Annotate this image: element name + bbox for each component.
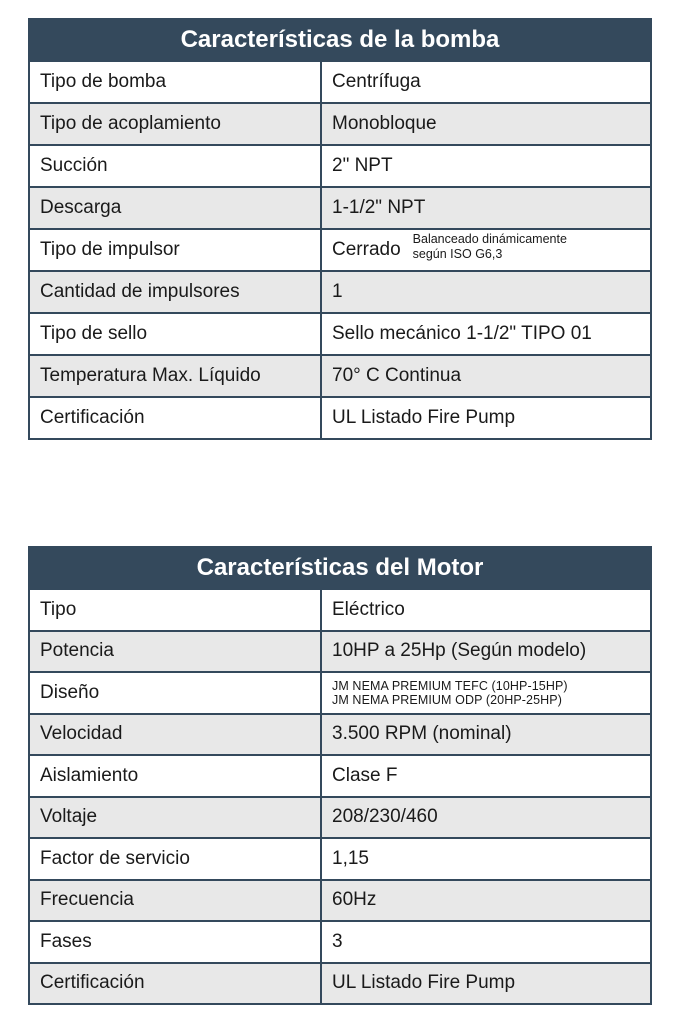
spec-label: Tipo de bomba bbox=[30, 62, 322, 102]
pump-specs-title: Características de la bomba bbox=[30, 20, 650, 60]
table-row bbox=[30, 837, 650, 879]
table-row bbox=[30, 312, 650, 354]
spec-value: Monobloque bbox=[332, 113, 437, 134]
impulsor-note-line2: según ISO G6,3 bbox=[412, 247, 503, 261]
table-row bbox=[30, 630, 650, 672]
spec-value: 208/230/460 bbox=[332, 806, 438, 828]
spec-value: 2" NPT bbox=[332, 155, 393, 176]
spec-label: Certificación bbox=[30, 964, 322, 1004]
table-row bbox=[30, 396, 650, 438]
spec-value: 70° C Continua bbox=[332, 365, 462, 386]
table-row bbox=[30, 796, 650, 838]
table-row bbox=[30, 186, 650, 228]
impulsor-note bbox=[413, 232, 567, 262]
spec-value: 10HP a 25Hp (Según modelo) bbox=[332, 640, 587, 662]
table-row bbox=[30, 588, 650, 630]
spec-value: 3 bbox=[332, 930, 343, 952]
spec-value-impulsor bbox=[322, 230, 650, 270]
motor-specs-table bbox=[28, 546, 652, 1005]
spec-label: Cantidad de impulsores bbox=[30, 272, 322, 312]
spec-value: Sello mecánico 1-1/2" TIPO 01 bbox=[332, 323, 592, 344]
spec-label: Potencia bbox=[30, 632, 322, 672]
table-row bbox=[30, 879, 650, 921]
spec-label: Tipo de acoplamiento bbox=[30, 104, 322, 144]
spec-label: Velocidad bbox=[30, 715, 322, 755]
spec-label: Tipo de sello bbox=[30, 314, 322, 354]
table-row bbox=[30, 354, 650, 396]
table-row bbox=[30, 102, 650, 144]
spec-label: Descarga bbox=[30, 188, 322, 228]
design-line2: JM NEMA PREMIUM ODP (20HP-25HP) bbox=[332, 692, 562, 707]
table-row bbox=[30, 228, 650, 270]
spec-label: Temperatura Max. Líquido bbox=[30, 356, 322, 396]
pump-specs-table bbox=[28, 18, 652, 440]
spec-label: Aislamiento bbox=[30, 756, 322, 796]
spec-value: 3.500 RPM (nominal) bbox=[332, 723, 512, 745]
table-row bbox=[30, 144, 650, 186]
spec-value: Eléctrico bbox=[332, 598, 405, 620]
impulsor-note-line1: Balanceado dinámicamente bbox=[412, 232, 567, 246]
spec-value: 60Hz bbox=[332, 889, 377, 911]
spec-value: UL Listado Fire Pump bbox=[332, 407, 516, 428]
table-row bbox=[30, 920, 650, 962]
table-row bbox=[30, 270, 650, 312]
spec-value: Cerrado bbox=[332, 239, 401, 260]
spec-label: Diseño bbox=[30, 673, 322, 713]
spec-value: 1,15 bbox=[332, 847, 369, 869]
table-row bbox=[30, 671, 650, 713]
table-row bbox=[30, 713, 650, 755]
spec-label: Frecuencia bbox=[30, 881, 322, 921]
spec-label: Succión bbox=[30, 146, 322, 186]
spec-value-design bbox=[322, 673, 650, 713]
table-row bbox=[30, 962, 650, 1004]
spec-label: Voltaje bbox=[30, 798, 322, 838]
spec-label: Factor de servicio bbox=[30, 839, 322, 879]
spec-label: Certificación bbox=[30, 398, 322, 438]
spec-label: Tipo de impulsor bbox=[30, 230, 322, 270]
spec-label: Tipo bbox=[30, 590, 322, 630]
spec-value: 1-1/2" NPT bbox=[332, 197, 426, 218]
spec-value: Clase F bbox=[332, 764, 398, 786]
spec-label: Fases bbox=[30, 922, 322, 962]
design-line1: JM NEMA PREMIUM TEFC (10HP-15HP) bbox=[332, 678, 568, 693]
spec-value: 1 bbox=[332, 281, 343, 302]
table-row bbox=[30, 754, 650, 796]
table-row bbox=[30, 60, 650, 102]
motor-specs-title: Características del Motor bbox=[30, 548, 650, 588]
spec-value: Centrífuga bbox=[332, 71, 421, 92]
spec-value: UL Listado Fire Pump bbox=[332, 972, 516, 994]
